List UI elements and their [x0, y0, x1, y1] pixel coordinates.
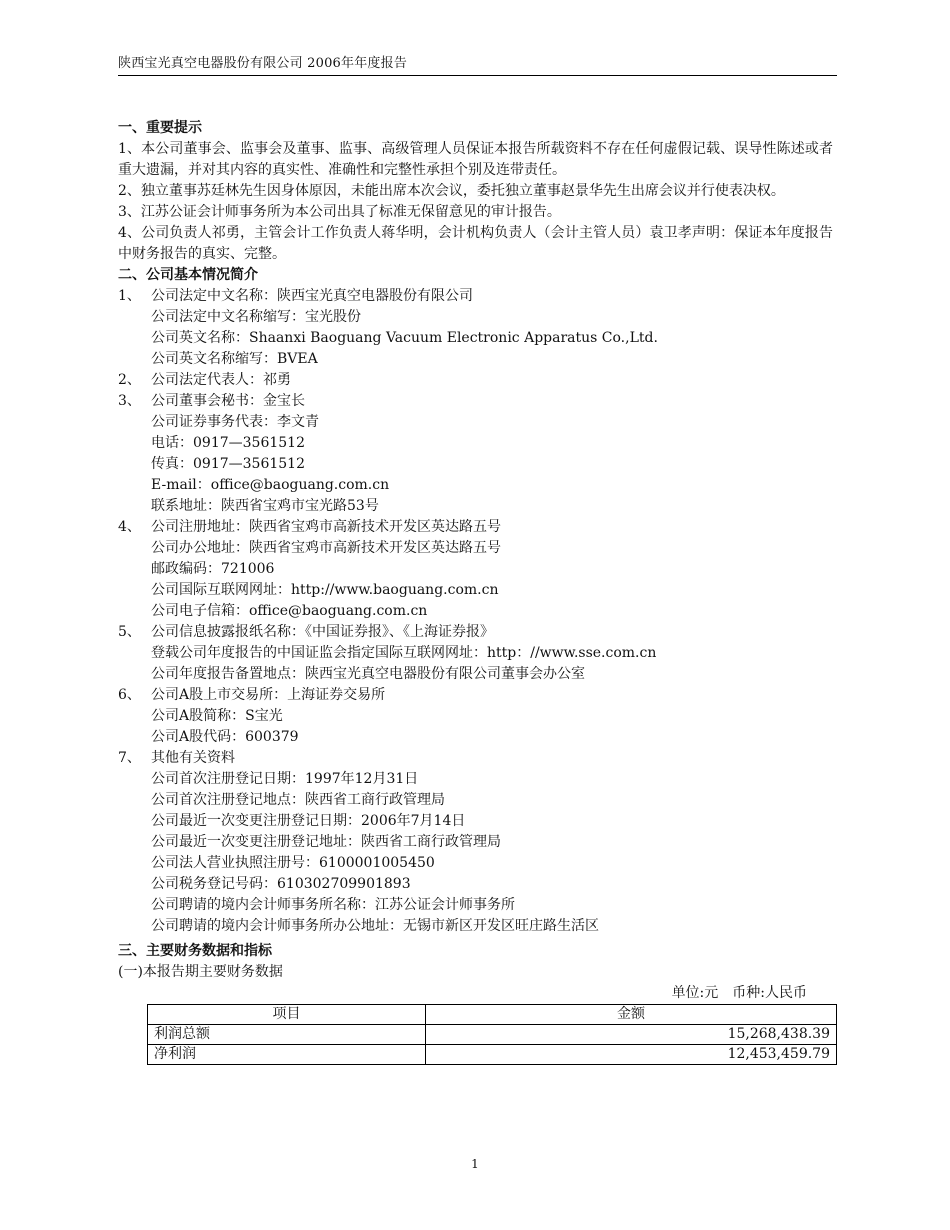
profile-item	[118, 286, 833, 307]
item-text: 公司A股上市交易所：上海证券交易所	[151, 687, 386, 703]
sub-item: 公司税务登记号码：610302709901893	[151, 876, 411, 892]
sub-item: 公司英文名称缩写：BVEA	[151, 351, 318, 367]
item-text: 其他有关资料	[151, 750, 235, 766]
profile-item	[118, 517, 833, 538]
cell-item: 净利润	[148, 1045, 426, 1065]
sub-item: 公司聘请的境内会计师事务所办公地址：无锡市新区开发区旺庄路生活区	[151, 918, 599, 934]
subsection-title	[118, 962, 833, 983]
sub-item: 公司法定中文名称缩写：宝光股份	[151, 309, 361, 325]
sub-item: 公司英文名称：Shaanxi Baoguang Vacuum Electronic Apparatus Co.,Ltd.	[151, 330, 658, 346]
unit-currency-note: 单位:元 币种:人民币	[671, 985, 807, 1001]
header-divider	[118, 75, 837, 76]
notice-paragraph: 4、公司负责人祁勇，主管会计工作负责人蒋华明，会计机构负责人（会计主管人员）袁卫孝声明：保证本年度报告中财务报告的真实、完整。	[118, 225, 833, 262]
sub-item: 联系地址：陕西省宝鸡市宝光路53号	[151, 498, 379, 514]
cell-amount: 12,453,459.79	[426, 1045, 837, 1065]
sub-item: 公司电子信箱：office@baoguang.com.cn	[151, 603, 428, 619]
item-number: 1、	[118, 288, 141, 304]
item-text: 公司注册地址：陕西省宝鸡市高新技术开发区英达路五号	[151, 519, 501, 535]
profile-item	[118, 748, 833, 769]
item-number: 2、	[118, 372, 141, 388]
profile-item	[118, 622, 833, 643]
item-number: 5、	[118, 624, 141, 640]
sub-item: 公司国际互联网网址：http://www.baoguang.com.cn	[151, 582, 499, 598]
notice-paragraph: 1、本公司董事会、监事会及董事、监事、高级管理人员保证本报告所载资料不存在任何虚假记载、误导性陈述或者重大遗漏，并对其内容的真实性、准确性和完整性承担个别及连带责任。	[118, 141, 833, 178]
sub-item: 公司法人营业执照注册号：6100001005450	[151, 855, 435, 871]
sub-item: 公司最近一次变更注册登记日期：2006年7月14日	[151, 813, 466, 829]
section-heading-financial-data: 三、主要财务数据和指标	[118, 943, 272, 959]
profile-item	[118, 370, 833, 391]
item-text: 公司法定代表人：祁勇	[151, 372, 291, 388]
sub-item: 公司证券事务代表：李文青	[151, 414, 319, 430]
sub-item: 传真：0917—3561512	[151, 456, 305, 472]
sub-item: 邮政编码：721006	[151, 561, 275, 577]
section-heading-important-notice: 一、重要提示	[118, 120, 202, 136]
page-header: 陕西宝光真空电器股份有限公司 2006年年度报告	[118, 56, 408, 71]
sub-item: 公司A股代码：600379	[151, 729, 299, 745]
cell-amount: 15,268,438.39	[426, 1025, 837, 1045]
page-number: 1	[471, 1157, 479, 1171]
item-text: 公司信息披露报纸名称：《中国证券报》、《上海证券报》	[151, 624, 494, 640]
financial-data-table	[147, 1004, 837, 1065]
item-number: 3、	[118, 393, 141, 409]
column-header-amount: 金额	[426, 1005, 837, 1025]
sub-item: 公司年度报告备置地点：陕西宝光真空电器股份有限公司董事会办公室	[151, 666, 585, 682]
item-number: 4、	[118, 519, 141, 535]
sub-item: 公司办公地址：陕西省宝鸡市高新技术开发区英达路五号	[151, 540, 501, 556]
item-text: 公司法定中文名称：陕西宝光真空电器股份有限公司	[151, 288, 473, 304]
profile-item	[118, 391, 833, 412]
section-heading-company-profile: 二、公司基本情况简介	[118, 267, 258, 283]
subsection-title-text: (一)本报告期主要财务数据	[118, 964, 283, 980]
table-header-row	[148, 1005, 837, 1025]
sub-item: 公司最近一次变更注册登记地址：陕西省工商行政管理局	[151, 834, 501, 850]
cell-item: 利润总额	[148, 1025, 426, 1045]
sub-item: 登载公司年度报告的中国证监会指定国际互联网网址：http：//www.sse.com.cn	[151, 645, 657, 661]
table-row	[148, 1045, 837, 1065]
item-number: 6、	[118, 687, 141, 703]
sub-item: 公司首次注册登记日期：1997年12月31日	[151, 771, 419, 787]
sub-item: 电话：0917—3561512	[151, 435, 305, 451]
notice-paragraph: 3、江苏公证会计师事务所为本公司出具了标准无保留意见的审计报告。	[118, 204, 561, 220]
profile-item	[118, 685, 833, 706]
notice-paragraph: 2、独立董事苏廷林先生因身体原因，未能出席本次会议，委托独立董事赵景华先生出席会议并行使表决权。	[118, 183, 785, 199]
table-row	[148, 1025, 837, 1045]
column-header-item: 项目	[148, 1005, 426, 1025]
sub-item: E-mail：office@baoguang.com.cn	[151, 477, 390, 493]
sub-item: 公司聘请的境内会计师事务所名称：江苏公证会计师事务所	[151, 897, 515, 913]
sub-item: 公司首次注册登记地点：陕西省工商行政管理局	[151, 792, 445, 808]
item-text: 公司董事会秘书：金宝长	[151, 393, 305, 409]
sub-item: 公司A股简称：S宝光	[151, 708, 283, 724]
item-number: 7、	[118, 750, 141, 766]
document-body	[118, 118, 833, 1065]
